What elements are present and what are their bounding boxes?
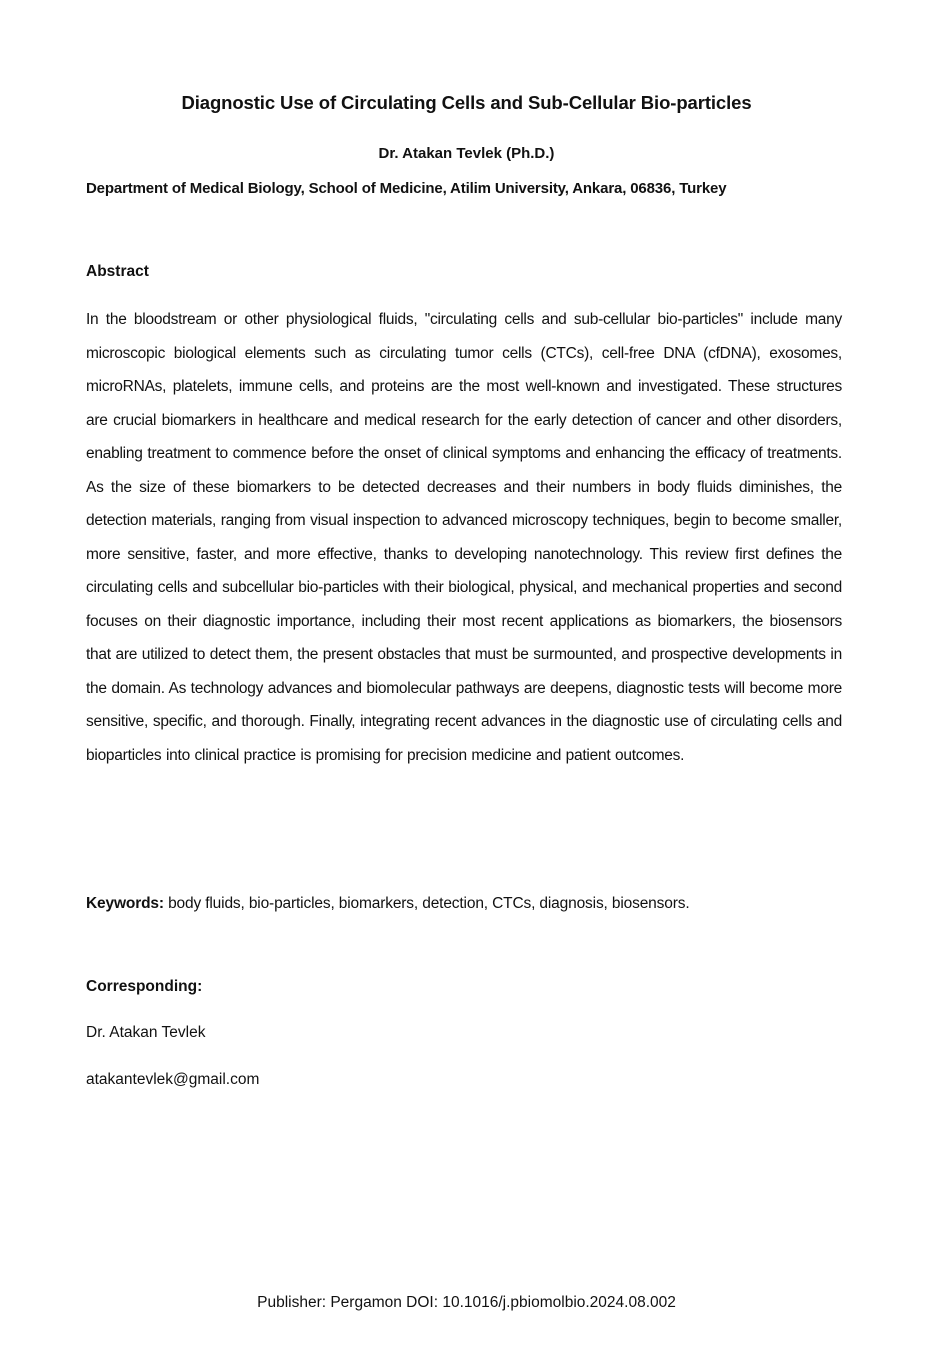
corresponding-heading: Corresponding: <box>86 978 203 995</box>
keywords-line <box>86 895 842 913</box>
keywords-label: Keywords: <box>86 895 164 912</box>
author-name: Dr. Atakan Tevlek (Ph.D.) <box>378 145 555 162</box>
corresponding-name: Dr. Atakan Tevlek <box>86 1024 206 1041</box>
abstract-heading: Abstract <box>86 263 149 280</box>
paper-title: Diagnostic Use of Circulating Cells and Sub-Cellular Bio-particles <box>181 92 752 113</box>
author-affiliation: Department of Medical Biology, School of Medicine, Atilim University, Ankara, 06836, Turkey <box>86 180 727 197</box>
publisher-footer: Publisher: Pergamon DOI: 10.1016/j.pbiomolbio.2024.08.002 <box>257 1294 676 1311</box>
corresponding-email: atakantevlek@gmail.com <box>86 1071 260 1088</box>
abstract-body: In the bloodstream or other physiological fluids, "circulating cells and sub-cellular bio-particles" include many microscopic biological elements such as circulating tumor cells (CTCs), cell-free DNA (cfDNA), exosomes, microRNAs, platelets, immune cells, and proteins are the most well-known and investigated. These structures are crucial biomarkers in healthcare and medical research for the early detection of cancer and other disorders, enabling treatment to commence before the onset of clinical symptoms and enhancing the efficacy of treatments. As the size of these biomarkers to be detected decreases and their numbers in body fluids diminishes, the detection materials, ranging from visual inspection to advanced microscopy techniques, begin to become smaller, more sensitive, faster, and more effective, thanks to developing nanotechnology. This review first defines the circulating cells and subcellular bio-particles with their biological, physical, and mechanical properties and second focuses on their diagnostic importance, including their most recent applications as biomarkers, the biosensors that are utilized to detect them, the present obstacles that must be surmounted, and prospective developments in the domain. As technology advances and biomolecular pathways are deepens, diagnostic tests will become more sensitive, specific, and thorough. Finally, integrating recent advances in the diagnostic use of circulating cells and bioparticles into clinical practice is promising for precision medicine and patient outcomes. <box>86 311 842 764</box>
keywords-text: body fluids, bio-particles, biomarkers, detection, CTCs, diagnosis, biosensors. <box>163 895 690 912</box>
